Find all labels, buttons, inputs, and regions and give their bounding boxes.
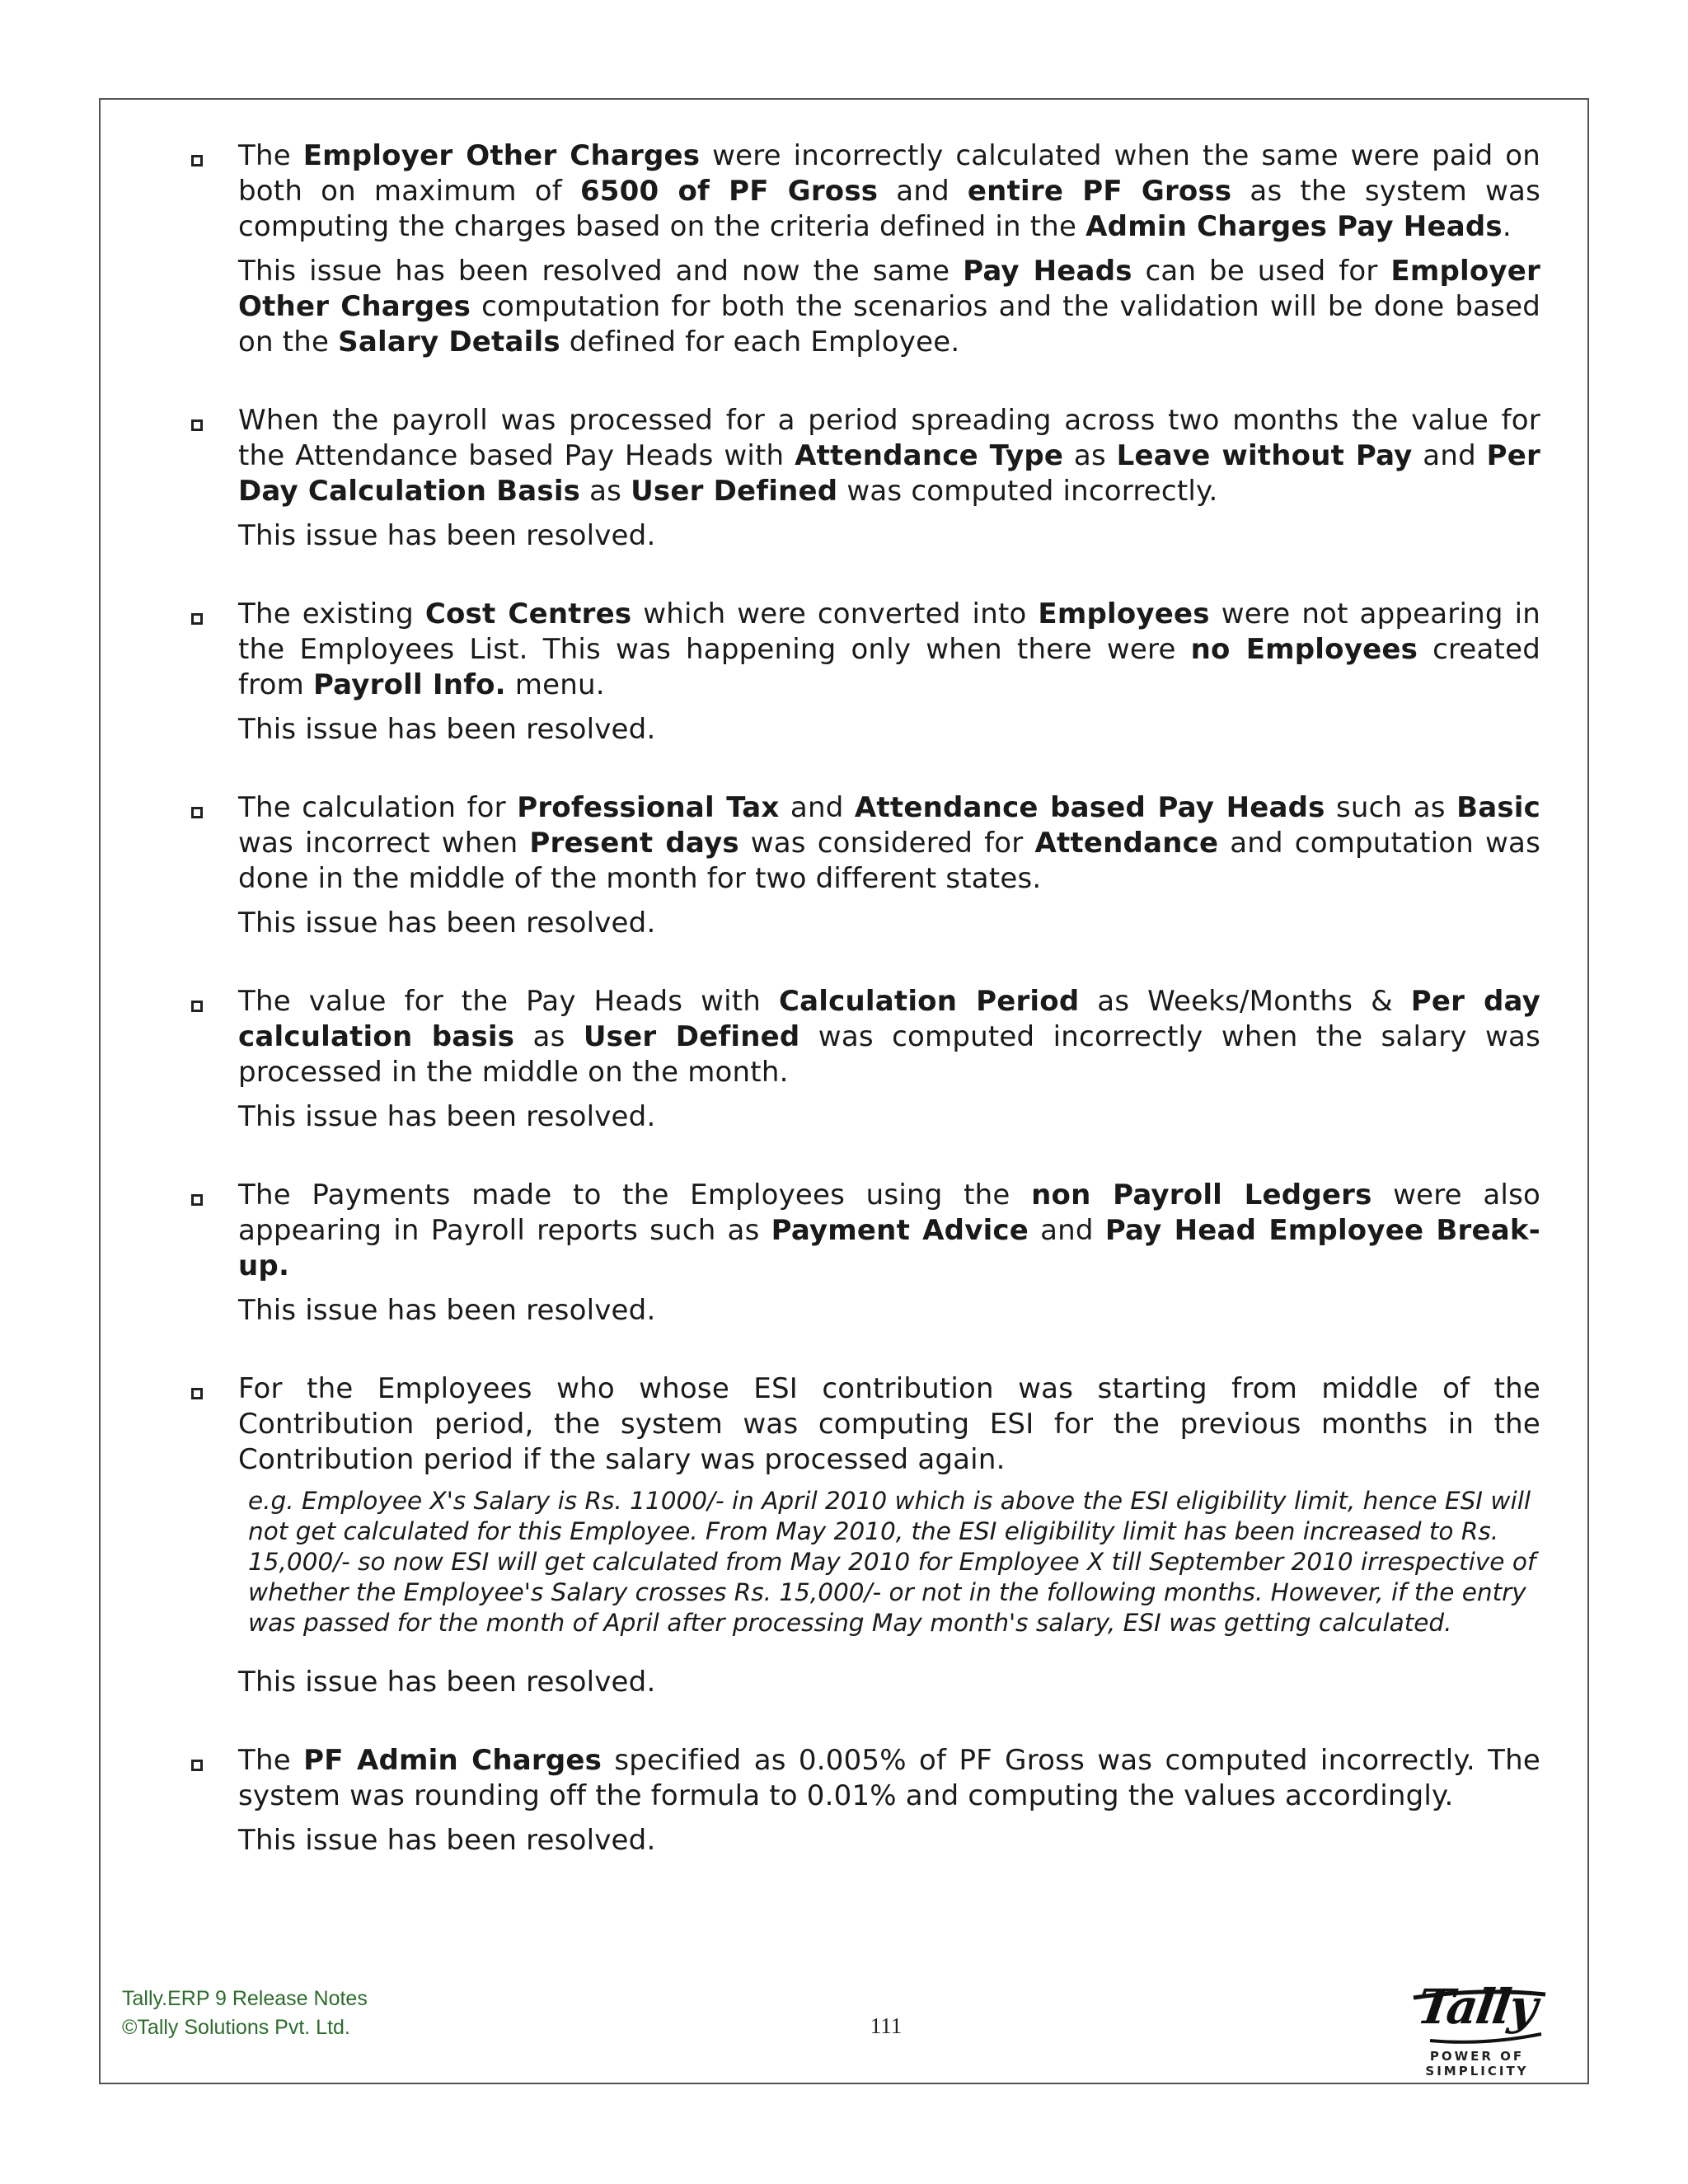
logo-tagline: POWER OF SIMPLICITY bbox=[1425, 2049, 1529, 2079]
list-item bbox=[238, 1743, 1540, 1858]
square-bullet-icon bbox=[191, 155, 203, 166]
footer-title: Tally.ERP 9 Release Notes bbox=[122, 1987, 368, 2010]
square-bullet-icon bbox=[191, 1760, 203, 1771]
list-item bbox=[238, 790, 1540, 941]
list-item bbox=[238, 138, 1540, 360]
issue-description: The calculation for Professional Tax and Attendance based Pay Heads such as Basic was incorrect when Present days was considered for Attendance and computation was done in the middle of the month for two different states. bbox=[238, 791, 1540, 895]
resolution-text: This issue has been resolved. bbox=[238, 1294, 656, 1327]
issue-description: For the Employees who whose ESI contribution was starting from middle of the Contribution period, the system was computing ESI for the previous months in the Contribution period if the salary was processed again. bbox=[238, 1372, 1540, 1476]
example-note: e.g. Employee X's Salary is Rs. 11000/- in April 2010 which is above the ESI eligibility limit, hence ESI will not get calculated for this Employee. From May 2010, the ESI eligibility limit has been increased to Rs. 15,000/- so now ESI will get calculated from May 2010 for Employee X till September 2010 irrespective of whether the Employee's Salary crosses Rs. 15,000/- or not in the following months. However, if the entry was passed for the month of April after processing May month's salary, ESI was getting calculated. bbox=[248, 1487, 1536, 1637]
list-item bbox=[238, 1371, 1540, 1700]
resolution-text: This issue has been resolved. bbox=[238, 519, 656, 552]
issue-description: The PF Admin Charges specified as 0.005% of PF Gross was computed incorrectly. The system was rounding off the formula to 0.01% and computing the values accordingly. bbox=[238, 1744, 1540, 1812]
issue-description: The value for the Pay Heads with Calculation Period as Weeks/Months & Per day calculation basis as User Defined was computed incorrectly when the salary was processed in the middle on the month. bbox=[238, 985, 1541, 1089]
resolution-text: This issue has been resolved. bbox=[238, 1100, 656, 1133]
footer-document-info bbox=[122, 1985, 368, 2042]
issue-description: The Employer Other Charges were incorrectly calculated when the same were paid on both on maximum of 6500 of PF Gross and entire PF Gross as the system was computing the charges based on the criteria defined in the Admin Charges Pay Heads. bbox=[238, 139, 1541, 243]
square-bullet-icon bbox=[191, 1388, 203, 1399]
footer-copyright: ©Tally Solutions Pvt. Ltd. bbox=[122, 2016, 350, 2039]
list-item bbox=[238, 1178, 1540, 1329]
list-item bbox=[238, 403, 1540, 554]
resolution-text: This issue has been resolved. bbox=[238, 713, 656, 746]
resolution-text: This issue has been resolved. bbox=[238, 1666, 656, 1699]
issue-description: The existing Cost Centres which were converted into Employees were not appearing in the Employees List. This was happening only when there were no Employees created from Payroll Info. menu. bbox=[238, 598, 1540, 701]
square-bullet-icon bbox=[191, 1194, 203, 1206]
release-notes-content bbox=[238, 138, 1540, 1901]
resolution-text: This issue has been resolved and now the same Pay Heads can be used for Employer Other Charges computation for both the scenarios and the validation will be done based on the Salary Details defined for each Employee. bbox=[238, 255, 1541, 359]
list-item bbox=[238, 984, 1540, 1135]
logo-wordmark: Tally bbox=[1414, 1979, 1540, 2035]
issue-description: The Payments made to the Employees using the non Payroll Ledgers were also appearing in Payroll reports such as Payment Advice and Pay Head Employee Break-up. bbox=[238, 1179, 1540, 1282]
square-bullet-icon bbox=[191, 613, 203, 625]
page-number: 111 bbox=[870, 2013, 903, 2038]
resolution-text: This issue has been resolved. bbox=[238, 907, 656, 940]
tally-logo bbox=[1372, 1978, 1570, 2079]
square-bullet-icon bbox=[191, 807, 203, 818]
square-bullet-icon bbox=[191, 1001, 203, 1012]
square-bullet-icon bbox=[191, 419, 203, 431]
list-item bbox=[238, 597, 1540, 748]
issue-description: When the payroll was processed for a period spreading across two months the value for the Attendance based Pay Heads with Attendance Type as Leave without Pay and Per Day Calculation Basis as User Defined was computed incorrectly. bbox=[238, 404, 1540, 508]
resolution-text: This issue has been resolved. bbox=[238, 1824, 656, 1857]
